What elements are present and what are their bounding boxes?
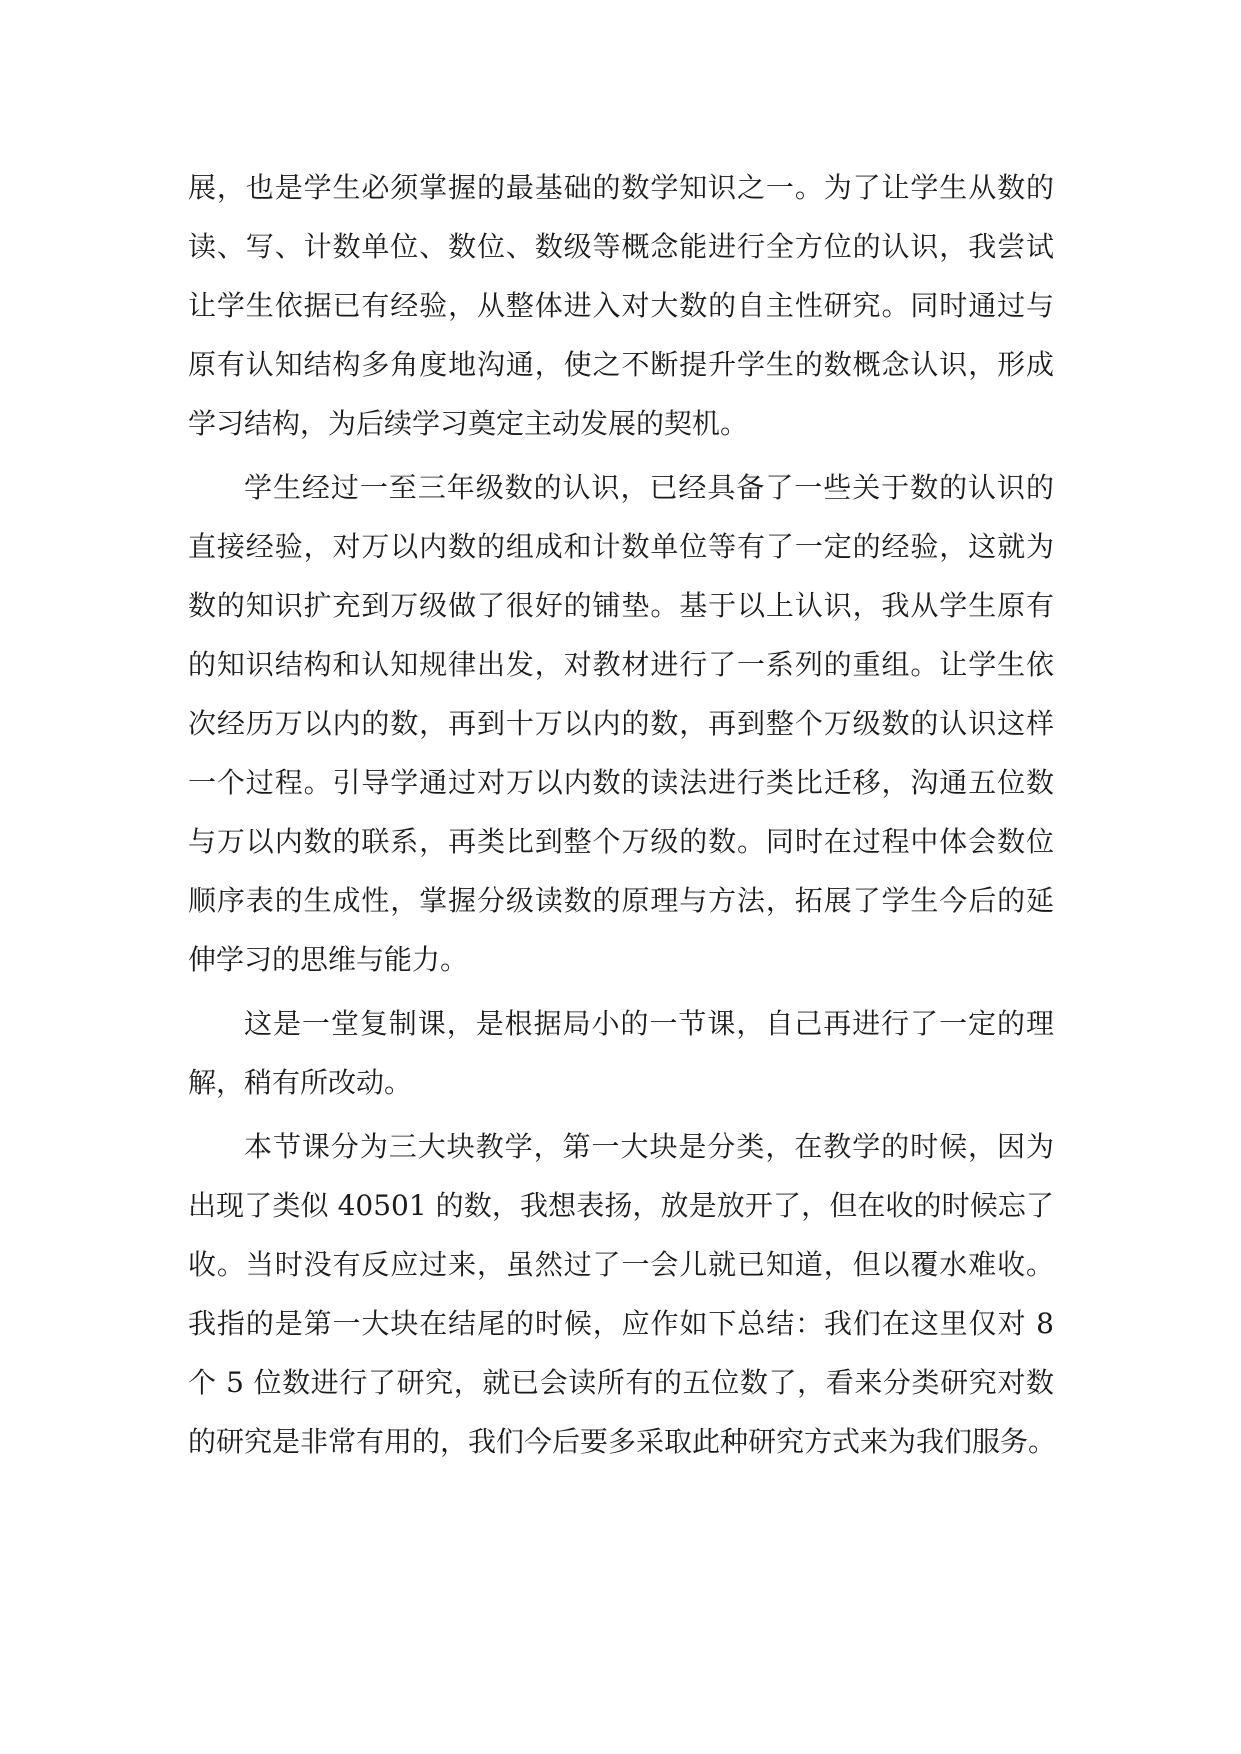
text-line: 读、写、计数单位、数位、数级等概念能进行全方位的认识，我尝试: [188, 230, 1054, 263]
paragraph-3: [188, 994, 1054, 1112]
paragraph-4: [188, 1117, 1057, 1471]
text-line: 顺序表的生成性，掌握分级读数的原理与方法，拓展了学生今后的延: [188, 884, 1054, 917]
text-line: 这是一堂复制课，是根据局小的一节课，自己再进行了一定的理: [244, 1007, 1054, 1040]
text-line: 原有认知结构多角度地沟通，使之不断提升学生的数概念认识，形成: [188, 348, 1054, 381]
text-line: 个 5 位数进行了研究，就已会读所有的五位数了，看来分类研究对数: [188, 1366, 1054, 1399]
text-line: 展，也是学生必须掌握的最基础的数学知识之一。为了让学生从数的: [188, 171, 1054, 204]
text-line: 我指的是第一大块在结尾的时候，应作如下总结：我们在这里仅对 8: [188, 1307, 1054, 1340]
paragraph-2: [188, 458, 1054, 989]
paragraph-1: [188, 158, 1054, 453]
text-line: 次经历万以内的数，再到十万以内的数，再到整个万级数的认识这样: [188, 707, 1054, 740]
text-line: 直接经验，对万以内数的组成和计数单位等有了一定的经验，这就为: [188, 530, 1054, 563]
text-line: 收。当时没有反应过来，虽然过了一会儿就已知道，但以覆水难收。: [188, 1248, 1054, 1281]
text-line: 学习结构，为后续学习奠定主动发展的契机。: [188, 407, 749, 440]
text-line: 让学生依据已有经验，从整体进入对大数的自主性研究。同时通过与: [188, 289, 1054, 322]
text-line: 解，稍有所改动。: [188, 1066, 413, 1099]
text-line: 本节课分为三大块教学，第一大块是分类，在教学的时候，因为: [244, 1130, 1054, 1163]
text-line: 的研究是非常有用的，我们今后要多采取此种研究方式来为我们服务。: [188, 1425, 1057, 1458]
text-line: 学生经过一至三年级数的认识，已经具备了一些关于数的认识的: [244, 471, 1054, 504]
text-line: 出现了类似 40501 的数，我想表扬，放是放开了，但在收的时候忘了: [188, 1189, 1054, 1222]
text-line: 与万以内数的联系，再类比到整个万级的数。同时在过程中体会数位: [188, 825, 1054, 858]
text-line: 的知识结构和认知规律出发，对教材进行了一系列的重组。让学生依: [188, 648, 1054, 681]
text-line: 数的知识扩充到万级做了很好的铺垫。基于以上认识，我从学生原有: [188, 589, 1054, 622]
text-line: 伸学习的思维与能力。: [188, 943, 469, 976]
text-line: 一个过程。引导学通过对万以内数的读法进行类比迁移，沟通五位数: [188, 766, 1054, 799]
document-body: [188, 158, 1057, 1471]
